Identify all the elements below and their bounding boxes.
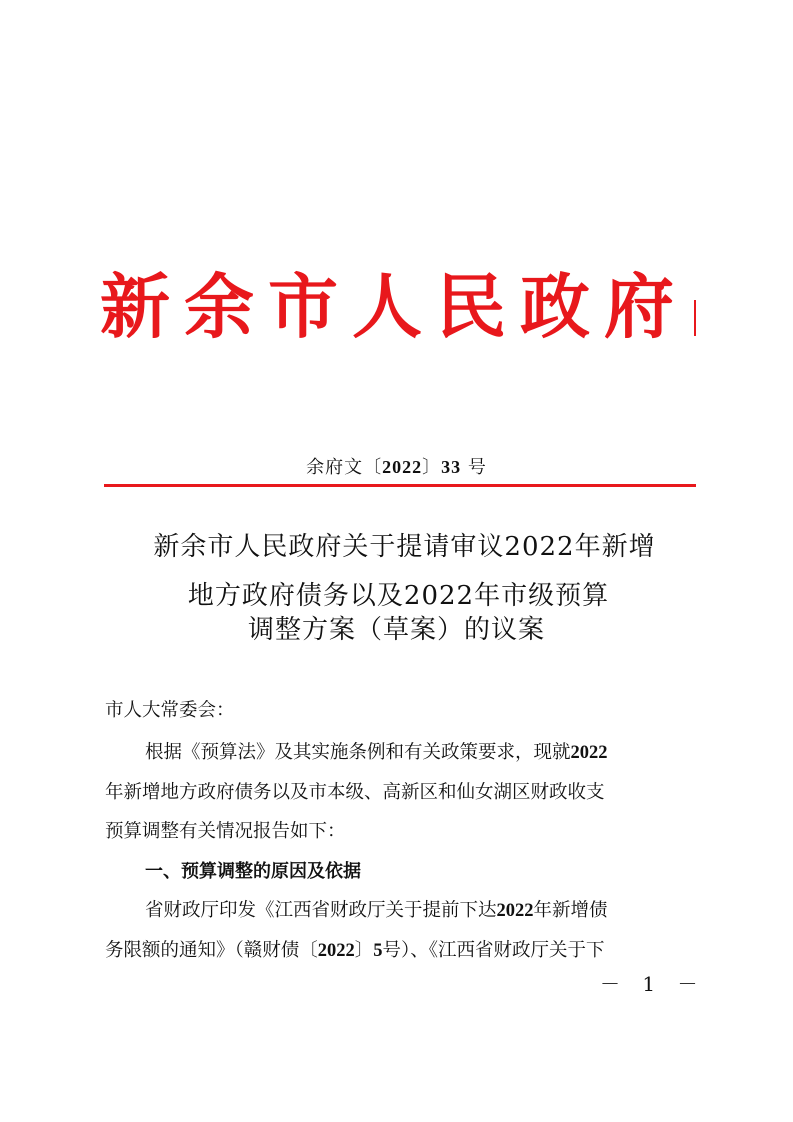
p2-l2-text-b: 〕 [354,940,374,961]
page-number: － 1 － [600,972,706,996]
p1-l1-text: 根据《预算法》及其实施条例和有关政策要求，现就 [145,742,571,763]
p2-l1-text-b: 年新增债 [533,900,608,921]
title-line-3: 调整方案（草案）的议案 [247,615,545,645]
document-number [0,454,793,481]
paragraph-1-line-1 [145,739,690,767]
paragraph-1-line-2: 年新增地方政府债务以及市本级、高新区和仙女湖区财政收支 [105,782,605,803]
p2-l1-year: 2022 [496,901,534,921]
masthead-edge-mark [694,300,696,336]
p2-l2-text-a: 务限额的通知》（赣财债〔 [105,940,318,961]
title-line-1-b: 年新增 [574,532,656,562]
p2-l1-text-a: 省财政厅印发《江西省财政厅关于提前下达 [145,900,497,921]
red-separator-rule [104,484,696,487]
paragraph-2-line-1 [145,897,690,925]
section-1-heading: 一、预算调整的原因及依据 [145,861,361,882]
doc-number-prefix: 余府文〔 [306,457,383,478]
doc-number-seq: 33 [441,457,462,477]
title-line-1-a: 新余市人民政府关于提请审议 [153,532,505,562]
title-line-2-a: 地方政府债务以及 [187,581,404,611]
doc-number-suffix: 号 [461,457,487,478]
salutation: 市人大常委会： [105,700,235,721]
paragraph-2-line-2 [105,937,690,965]
title-line-1-year: 2022 [504,532,575,562]
title-line-2-b: 年市级预算 [474,581,610,611]
title-line-1 [0,527,793,567]
title-line-2-year: 2022 [403,581,475,611]
p2-l2-num: 5 [373,941,383,961]
doc-number-mid: 〕 [422,457,442,478]
p1-l1-year: 2022 [570,743,608,763]
doc-number-year: 2022 [382,457,423,477]
paragraph-1-line-3: 预算调整有关情况报告如下： [105,821,346,842]
issuer-masthead: 新余市人民政府 [100,265,688,348]
p2-l2-text-c: 号）、《江西省财政厅关于下 [382,940,605,961]
p2-l2-year: 2022 [317,941,355,961]
